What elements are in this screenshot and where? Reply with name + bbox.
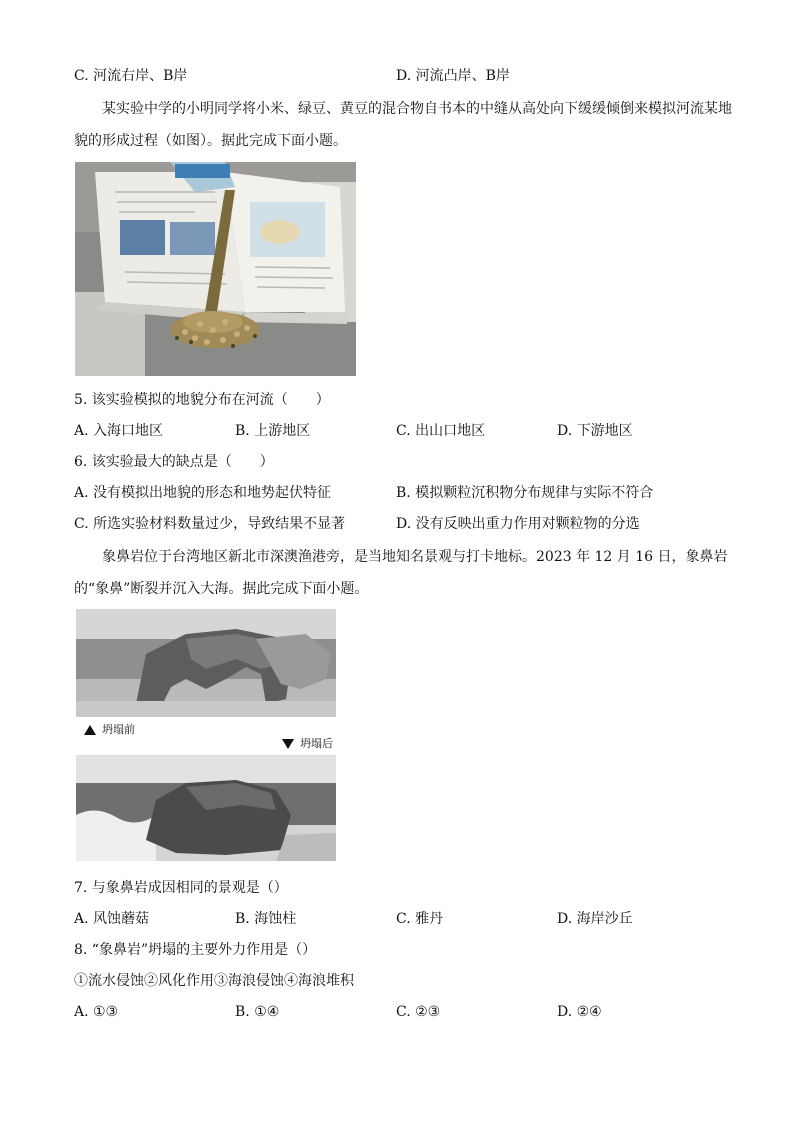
elephant-rock-after-photo <box>76 755 336 861</box>
q8-option-b: B. ①④ <box>235 1004 280 1020</box>
q8-statements: ①流水侵蚀②风化作用③海浪侵蚀④海浪堆积 <box>74 973 354 989</box>
q8-option-a: A. ①③ <box>74 1004 119 1020</box>
q5-question: 5. 该实验模拟的地貌分布在河流（ ） <box>74 392 330 408</box>
q7-option-c: C. 雅丹 <box>396 911 444 927</box>
q5-option-c: C. 出山口地区 <box>396 423 486 439</box>
q5-option-b: B. 上游地区 <box>235 423 311 439</box>
q6-option-d: D. 没有反映出重力作用对颗粒物的分选 <box>396 516 640 532</box>
q8-question: 8. “象鼻岩”坍塌的主要外力作用是（） <box>74 942 317 958</box>
q6-option-b: B. 模拟颗粒沉积物分布规律与实际不符合 <box>396 485 654 501</box>
caption-before: 坍塌前 <box>84 723 135 737</box>
q7-option-a: A. 风蚀蘑菇 <box>74 911 150 927</box>
q7-option-b: B. 海蚀柱 <box>235 911 297 927</box>
q6-option-c: C. 所选实验材料数量过少，导致结果不显著 <box>74 516 346 532</box>
q7-question: 7. 与象鼻岩成因相同的景观是（） <box>74 880 288 896</box>
question-stem-5-6: 某实验中学的小明同学将小米、绿豆、黄豆的混合物自书本的中缝从高处向下缓缓倾倒来模拟河流某地貌的形成过程（如图）。据此完成下面小题。 <box>74 101 732 149</box>
triangle-up-icon <box>84 725 96 735</box>
question-stem-7-8: 象鼻岩位于台湾地区新北市深澳渔港旁，是当地知名景观与打卡地标。2023 年 12 月 16 日，象鼻岩的“象鼻”断裂并沉入大海。据此完成下面小题。 <box>74 549 728 597</box>
q5-option-a: A. 入海口地区 <box>74 423 164 439</box>
q4-option-d: D. 河流凸岸、B岸 <box>396 68 510 84</box>
q8-option-d: D. ②④ <box>557 1004 602 1020</box>
q5-option-d: D. 下游地区 <box>557 423 633 439</box>
elephant-rock-before-photo <box>76 609 336 717</box>
q8-option-c: C. ②③ <box>396 1004 441 1020</box>
triangle-down-icon <box>282 739 294 749</box>
q6-question: 6. 该实验最大的缺点是（ ） <box>74 454 274 470</box>
experiment-photo <box>75 162 356 376</box>
q4-option-c: C. 河流右岸、B岸 <box>74 68 188 84</box>
caption-after: 坍塌后 <box>282 737 333 751</box>
q6-option-a: A. 没有模拟出地貌的形态和地势起伏特征 <box>74 485 332 501</box>
q7-option-d: D. 海岸沙丘 <box>557 911 633 927</box>
